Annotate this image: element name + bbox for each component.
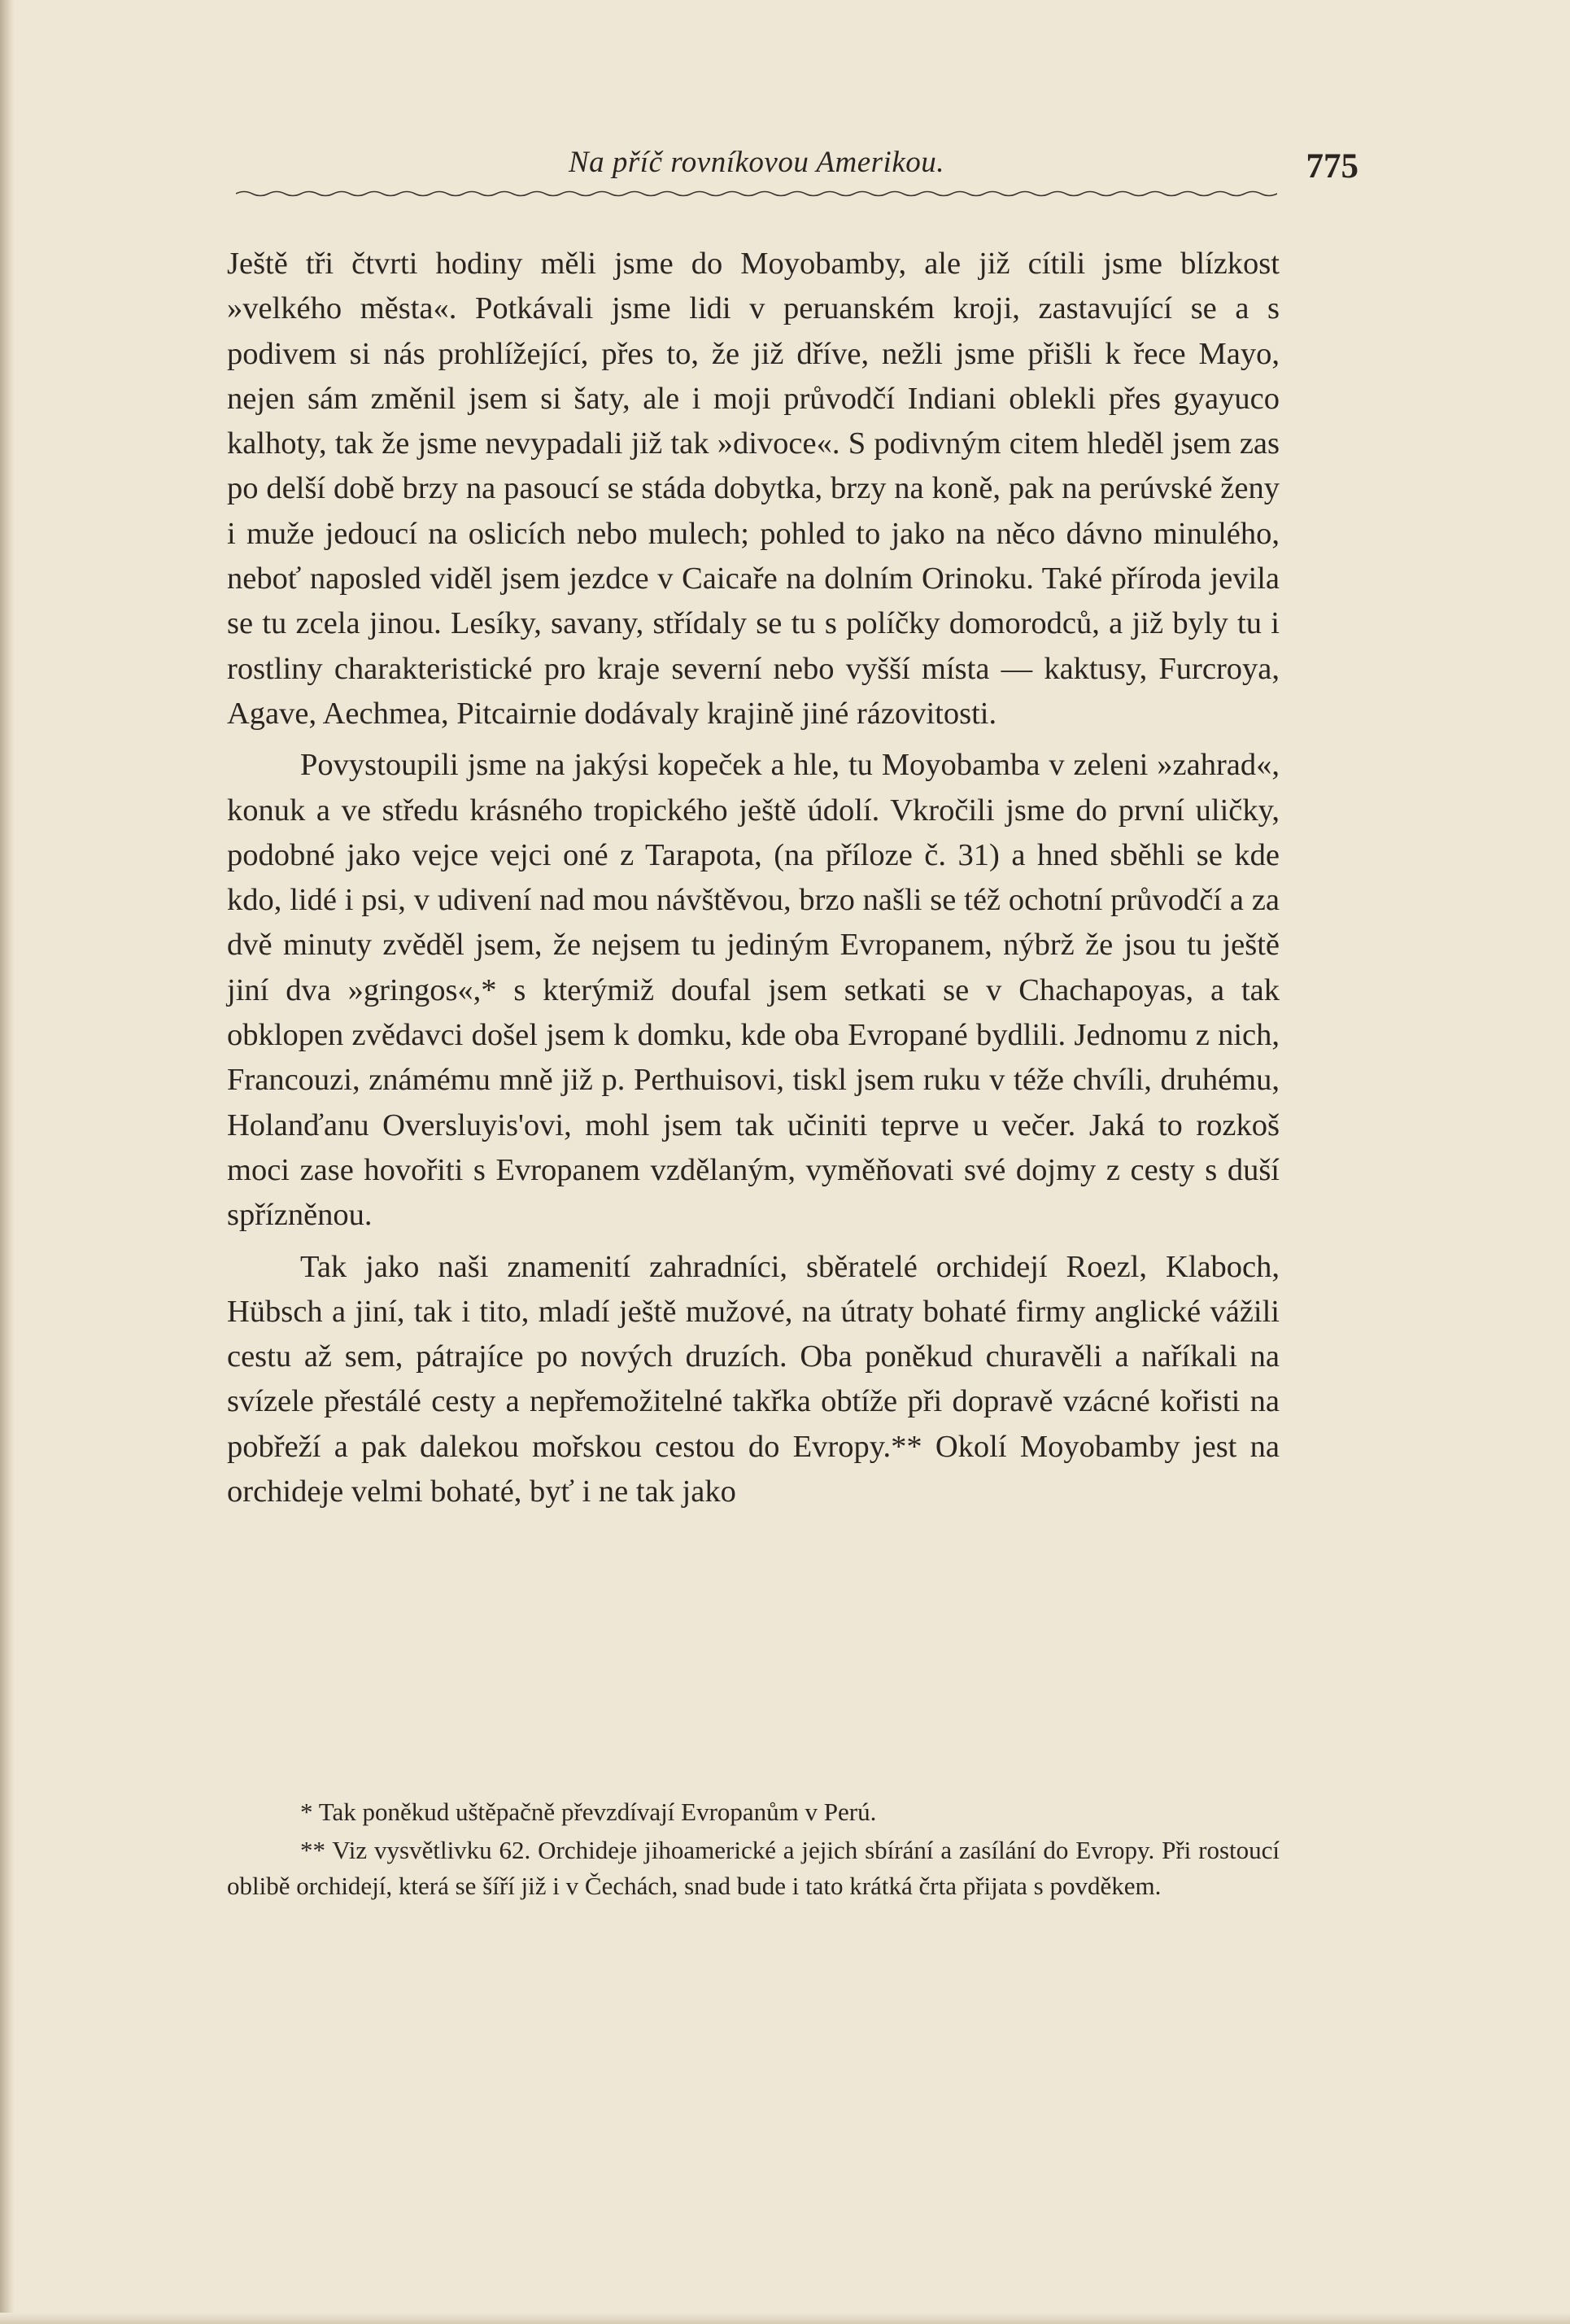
page-bottom-edge — [0, 2313, 1570, 2324]
running-header — [236, 138, 1358, 195]
footnote-2: ** Viz vysvětlivku 62. Orchideje jihoamerické a jejich sbírání a zasílání do Evropy. Při rostoucí oblibě orchidejí, která se šíří již i v Čechách, snad bude i tato krátká črta přijata s povděkem. — [227, 1835, 1280, 1900]
paragraph-1: Ještě tři čtvrti hodiny měli jsme do Moyobamby, ale již cítili jsme blízkost »velkého města«. Potkávali jsme lidi v peruanském kroji, zastavující se a s podivem si nás prohlížející, přes to, že již dříve, nežli jsme přišli k řece Mayo, nejen sám změnil jsem si šaty, ale i moji průvodčí Indiani oblekli přes gyayuco kalhoty, tak že jsme nevypadali již tak »divoce«. S podivným citem hleděl jsem zas po delší době brzy na pasoucí se stáda dobytka, brzy na koně, pak na perúvské ženy i muže jedoucí na oslicích nebo mulech; pohled to jako na něco dávno minulého, neboť naposled viděl jsem jezdce v Caicaře na dolním Orinoku. Také příroda jevila se tu zcela jinou. Lesíky, savany, střídaly se tu s políčky domorodců, a již byly tu i rostliny charakteristické pro kraje severní nebo vyšší místa — kaktusy, Furcroya, Agave, Aechmea, Pitcairnie dodávaly krajině jiné rázovitosti. — [227, 247, 1280, 731]
footnotes — [227, 1794, 1280, 1905]
page-number: 775 — [1306, 147, 1358, 186]
running-title: Na příč rovníkovou Amerikou. — [568, 146, 945, 179]
page-gutter-shadow — [0, 0, 15, 2324]
body-text — [227, 242, 1280, 1514]
footnote-1: * Tak poněkud uštěpačně převzdívají Evropanům v Perú. — [300, 1798, 877, 1826]
paragraph-3: Tak jako naši znamenití zahradníci, sběratelé orchidejí Roezl, Klaboch, Hübsch a jiní, tak i tito, mladí ještě mužové, na útraty bohaté firmy anglické vážili cestu až sem, pátrajíce po nových druzích. Oba poněkud churavěli a naříkali na svízele přestálé cesty a nepřemožitelné takřka obtíže při dopravě vzácné kořisti na pobřeží a pak dalekou mořskou cestou do Evropy.** Okolí Moyobamby jest na orchideje velmi bohaté, byť i ne tak jako — [227, 1249, 1280, 1509]
header-wavy-rule — [236, 189, 1277, 199]
paragraph-2: Povystoupili jsme na jakýsi kopeček a hle, tu Moyobamba v zeleni »zahrad«, konuk a ve středu krásného tropického ještě údolí. Vkročili jsme do první uličky, podobné jako vejce vejci oné z Tarapota, (na příloze č. 31) a hned sběhli se kde kdo, lidé i psi, v udivení nad mou návštěvou, brzo našli se též ochotní průvodčí a za dvě minuty zvěděl jsem, že nejsem tu jediným Evropanem, nýbrž že jsou tu ještě jiní dva »gringos«,* s kterýmiž doufal jsem setkati se v Chachapoyas, a tak obklopen zvědavci došel jsem k domku, kde oba Evropané bydlili. Jednomu z nich, Francouzi, známému mně již p. Perthuisovi, tiskl jsem ruku v téže chvíli, druhému, Holanďanu Oversluyis'ovi, mohl jsem tak učiniti teprve u večer. Jaká to rozkoš moci zase hovořiti s Evropanem vzdělaným, vyměňovati své dojmy z cesty s duší spřízněnou. — [227, 748, 1280, 1233]
